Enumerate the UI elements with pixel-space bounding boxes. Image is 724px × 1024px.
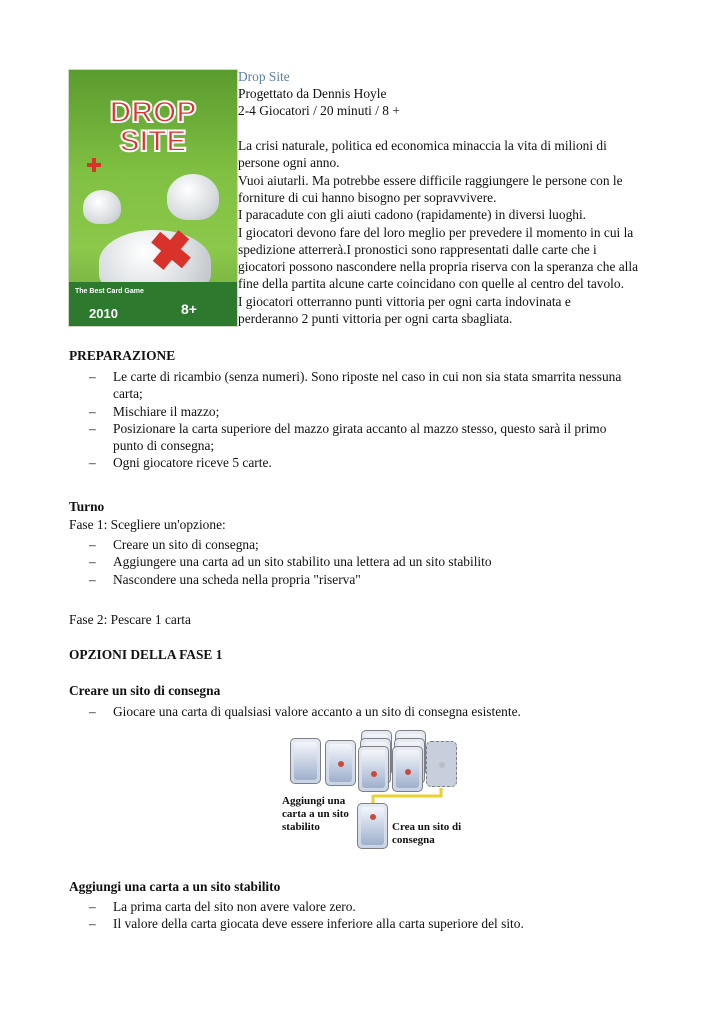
dash-bullet: – xyxy=(89,420,96,436)
logo-text-site: SITE xyxy=(119,125,187,154)
list-item-line: Giocare una carta di qualsiasi valore accanto a un sito di consegna esistente. xyxy=(113,704,521,719)
list-item xyxy=(89,536,673,553)
card xyxy=(392,746,423,792)
opzioni-heading: OPZIONI DELLA FASE 1 xyxy=(69,647,223,662)
game-box-cover-image xyxy=(68,69,238,327)
new-drop-site-card xyxy=(426,741,457,787)
aggiungi-heading: Aggiungi una carta a un sito stabilito xyxy=(69,879,281,894)
diagram-label-create-site: Crea un sito di consegna xyxy=(392,821,462,846)
intro-line: I giocatori devono fare del loro meglio per prevedere il momento in cui la xyxy=(238,224,634,240)
list-item-line: Nascondere una scheda nella propria "riserva" xyxy=(113,571,361,587)
card xyxy=(358,746,389,792)
dash-bullet: – xyxy=(89,899,96,914)
cover-tagline: The Best Card Game xyxy=(75,287,144,295)
played-card xyxy=(357,803,388,849)
game-title-link[interactable]: Drop Site xyxy=(238,69,290,84)
card xyxy=(290,738,321,784)
list-item xyxy=(89,403,673,420)
cover-age: 8+ xyxy=(181,300,197,317)
list-item xyxy=(89,368,673,403)
fase2-line: Fase 2: Pescare 1 carta xyxy=(69,612,191,627)
small-red-cross-icon xyxy=(87,158,101,172)
dash-bullet: – xyxy=(89,403,96,419)
list-item-line: Posizionare la carta superiore del mazzo girata accanto al mazzo stesso, questo sarà il primo xyxy=(113,420,607,436)
list-item xyxy=(89,703,673,720)
list-item-line: punto di consegna; xyxy=(113,438,215,454)
list-item-line: Creare un sito di consegna; xyxy=(113,537,259,552)
dash-bullet: – xyxy=(89,455,96,471)
intro-line: giocatori possono nascondere nella propria riserva con la speranza che alla xyxy=(238,259,639,275)
card xyxy=(325,740,356,786)
preparazione-list xyxy=(89,368,673,472)
logo-text-drop: DROP xyxy=(109,96,197,129)
intro-line: spedizione atterrerà.I pronostici sono rappresentati dalle carte che i xyxy=(238,241,597,257)
intro-line: La crisi naturale, politica ed economica minaccia la vita di milioni di xyxy=(238,138,607,153)
list-item xyxy=(89,898,673,915)
list-item xyxy=(89,571,673,588)
turno-options-list xyxy=(89,536,673,588)
parachute-icon xyxy=(167,174,219,220)
list-item-line: Aggiungere una carta ad un sito stabilito una lettera ad un sito stabilito xyxy=(113,554,492,570)
creare-heading: Creare un sito di consegna xyxy=(69,683,221,698)
cover-year: 2010 xyxy=(89,305,118,321)
intro-line: persone ogni anno. xyxy=(238,155,340,171)
diagram-label-add-card: Aggiungi una carta a un sito stabilito xyxy=(282,795,349,833)
dash-bullet: – xyxy=(89,704,96,719)
intro-line: Vuoi aiutarli. Ma potrebbe essere difficile raggiungere le persone con le xyxy=(238,172,623,188)
fase1-line: Fase 1: Scegliere un'opzione: xyxy=(69,517,226,532)
drop-site-logo xyxy=(75,92,231,154)
dash-bullet: – xyxy=(89,571,96,587)
red-cross-icon xyxy=(149,228,193,272)
list-item xyxy=(89,915,673,932)
creare-list xyxy=(89,703,673,720)
list-item-line: Mischiare il mazzo; xyxy=(113,403,220,419)
list-item-line: carta; xyxy=(113,386,143,402)
list-item-line: La prima carta del sito non avere valore zero. xyxy=(113,899,356,914)
designer-line: Progettato da Dennis Hoyle xyxy=(238,86,387,101)
intro-line: perderanno 2 punti vittoria per ogni carta sbagliata. xyxy=(238,311,513,326)
list-item xyxy=(89,553,673,570)
dash-bullet: – xyxy=(89,916,96,932)
dash-bullet: – xyxy=(89,554,96,570)
aggiungi-list xyxy=(89,898,673,933)
intro-line: fine della partita alcune carte coincidano con quelle al centro del tavolo. xyxy=(238,276,624,292)
turno-heading: Turno xyxy=(69,499,105,514)
intro-line: I giocatori otterranno punti vittoria per ogni carta indovinata e xyxy=(238,293,571,309)
list-item-line: Ogni giocatore riceve 5 carte. xyxy=(113,455,272,471)
parachute-icon xyxy=(83,190,121,224)
meta-line: 2-4 Giocatori / 20 minuti / 8 + xyxy=(238,103,400,118)
dash-bullet: – xyxy=(89,369,96,384)
intro-line: forniture di cui hanno bisogno per sopravvivere. xyxy=(238,189,497,205)
preparazione-heading: PREPARAZIONE xyxy=(69,348,176,363)
list-item-line: Le carte di ricambio (senza numeri). Sono riposte nel caso in cui non sia stata smarrita nessuna xyxy=(113,369,622,384)
intro-line: I paracadute con gli aiuti cadono (rapidamente) in diversi luoghi. xyxy=(238,207,587,223)
dash-bullet: – xyxy=(89,537,96,552)
list-item xyxy=(89,420,673,455)
list-item xyxy=(89,454,673,471)
list-item-line: Il valore della carta giocata deve essere inferiore alla carta superiore del sito. xyxy=(113,916,524,932)
